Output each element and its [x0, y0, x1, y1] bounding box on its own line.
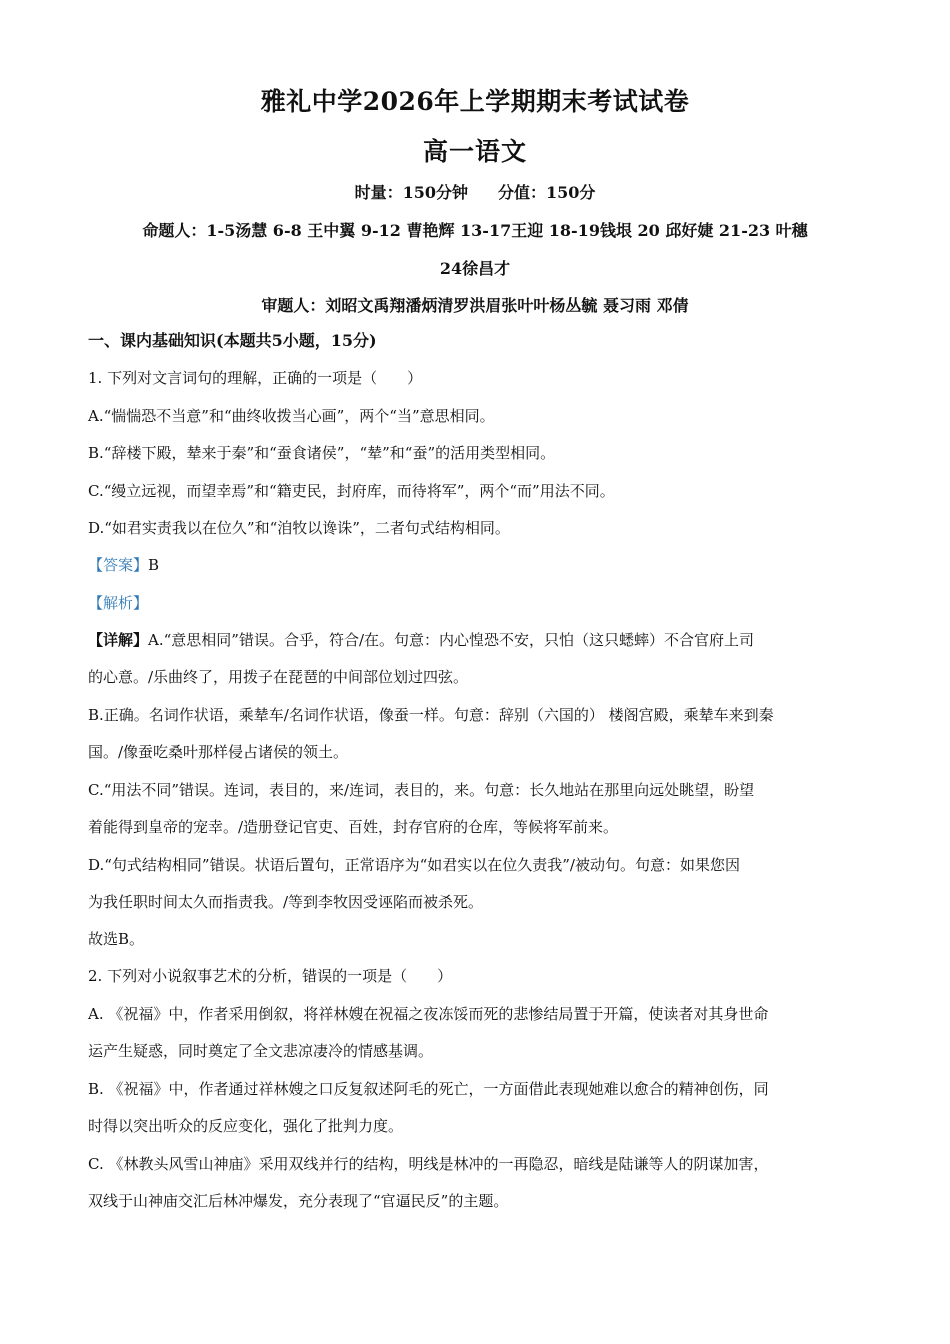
answer-value: B — [148, 556, 160, 574]
q2-option-a-line1: A. 《祝福》中，作者采用倒叙，将祥林嫂在祝福之夜冻馁而死的悲惨结局置于开篇，使读者对其身世命 — [88, 1005, 769, 1023]
q1-analysis — [88, 593, 863, 613]
time-label: 时量：150分钟 — [354, 183, 468, 202]
q1-option-c: C.“缦立远视，而望幸焉”和“籍吏民，封府库，而待将军”，两个“而”用法不同。 — [88, 482, 615, 500]
q1-stem: 1. 下列对文言词句的理解，正确的一项是（ ） — [88, 369, 423, 387]
q1-detail-d-line1: D.“句式结构相同”错误。状语后置句，正常语序为“如君实以在位久责我”/被动句。句意：如果您因 — [88, 856, 740, 874]
q1-detail-b-line1: B.正确。名词作状语，乘辇车/名词作状语，像蚕一样。句意：辞别（六国的） 楼阁宫殿，乘辇车来到秦 — [88, 706, 774, 724]
q1-answer — [88, 555, 863, 575]
reviewers-line: 审题人：刘昭文禹翔潘炳清罗洪眉张叶叶杨丛毓 聂习雨 邓倩 — [261, 296, 689, 315]
authors-line-2: 24徐昌才 — [439, 259, 511, 278]
score-label: 分值：150分 — [498, 183, 596, 202]
q1-detail-c-line1: C.“用法不同”错误。连词，表目的，来/连词，表目的，来。句意：长久地站在那里向远处眺望，盼望 — [88, 781, 755, 799]
exam-subject: 高一语文 — [422, 137, 527, 166]
q1-option-d: D.“如君实责我以在位久”和“洎牧以谗诛”，二者句式结构相同。 — [88, 519, 510, 537]
analysis-tag: 【解析】 — [88, 594, 149, 612]
q2-option-c-line2: 双线于山神庙交汇后林冲爆发，充分表现了“官逼民反”的主题。 — [88, 1192, 509, 1210]
q2-option-b-line2: 时得以突出听众的反应变化，强化了批判力度。 — [88, 1117, 404, 1135]
q1-detail-a-line1 — [88, 630, 863, 650]
q2-stem: 2. 下列对小说叙事艺术的分析，错误的一项是（ ） — [88, 967, 453, 985]
q2-option-b-line1: B. 《祝福》中，作者通过祥林嫂之口反复叙述阿毛的死亡，一方面借此表现她难以愈合的精神创伤，同 — [88, 1080, 769, 1098]
q1-option-b: B.“辞楼下殿，辇来于秦”和“蚕食诸侯”，“辇”和“蚕”的活用类型相同。 — [88, 444, 556, 462]
detail-tag: 【详解】 — [88, 631, 149, 649]
answer-tag: 【答案】 — [88, 556, 149, 574]
q1-detail-c-line2: 着能得到皇帝的宠幸。/造册登记官吏、百姓，封存官府的仓库，等候将军前来。 — [88, 818, 619, 836]
detail-a-text: A.“意思相同”错误。合乎，符合/在。句意：内心惶恐不安，只怕（这只蟋蟀）不合官府上司 — [148, 631, 755, 649]
section-heading: 一、课内基础知识(本题共5小题，15分) — [88, 331, 377, 350]
q1-detail-a-line2: 的心意。/乐曲终了，用拨子在琵琶的中间部位划过四弦。 — [88, 668, 469, 686]
q2-option-a-line2: 运产生疑惑，同时奠定了全文悲凉凄冷的情感基调。 — [88, 1042, 434, 1060]
exam-info — [0, 180, 950, 203]
q1-conclusion: 故选B。 — [88, 930, 145, 948]
authors-line-1: 命题人：1-5汤慧 6-8 王中翼 9-12 曹艳辉 13-17王迎 18-19钱垠 20 邱好婕 21-23 叶穗 — [142, 221, 808, 240]
q1-detail-b-line2: 国。/像蚕吃桑叶那样侵占诸侯的领土。 — [88, 743, 349, 761]
q2-option-c-line1: C. 《林教头风雪山神庙》采用双线并行的结构，明线是林冲的一再隐忍，暗线是陆谦等人的阴谋加害， — [88, 1155, 769, 1173]
exam-title: 雅礼中学2026年上学期期末考试试卷 — [260, 87, 690, 116]
q1-detail-d-line2: 为我任职时间太久而指责我。/等到李牧因受诬陷而被杀死。 — [88, 893, 484, 911]
q1-option-a: A.“惴惴恐不当意”和“曲终收拨当心画”，两个“当”意思相同。 — [88, 407, 495, 425]
